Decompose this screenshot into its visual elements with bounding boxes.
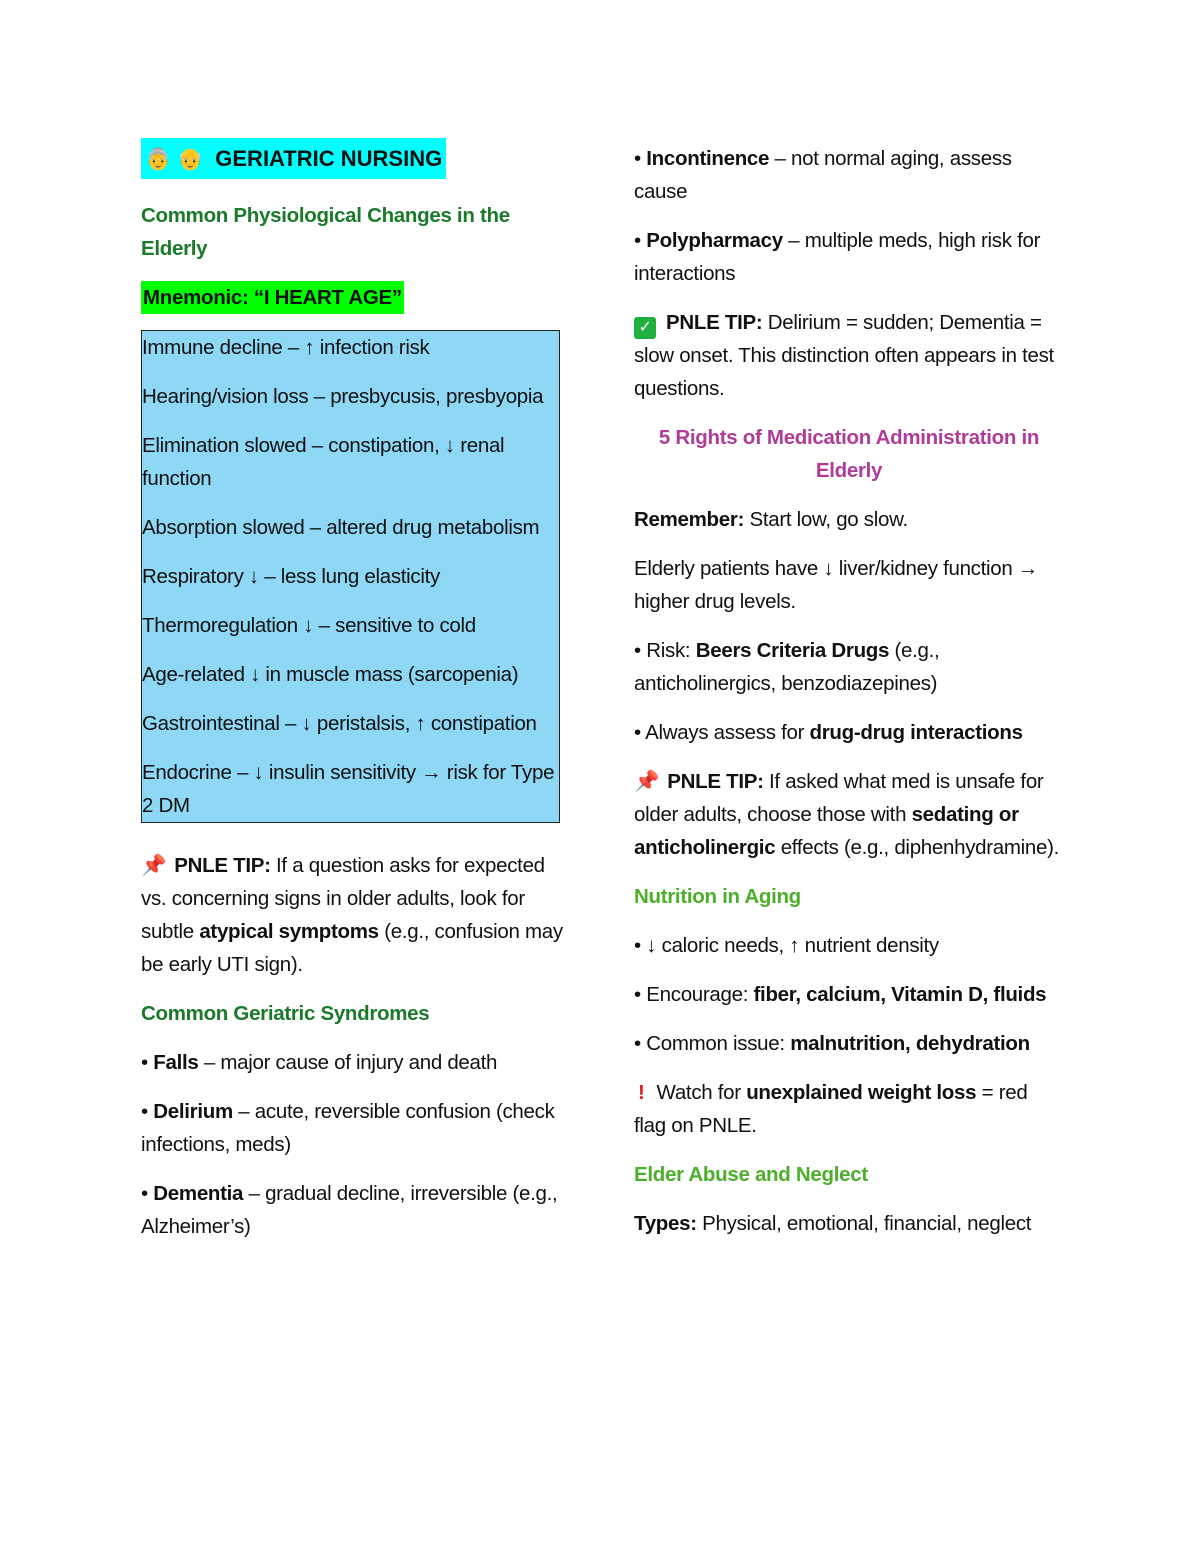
syndrome-item: • Delirium – acute, reversible confusion (check infections, meds)	[141, 1100, 555, 1156]
checkmark-icon: ✓	[634, 317, 656, 339]
mnemonic-item: Thermoregulation ↓ – sensitive to cold	[142, 614, 476, 637]
mnemonic-item: Immune decline – ↑ infection risk	[142, 336, 430, 359]
drug-interactions-line: • Always assess for drug-drug interactions	[634, 721, 1023, 744]
mnemonic-item: Age-related ↓ in muscle mass (sarcopenia)	[142, 663, 519, 686]
pnle-tip-unsafe-meds: 📌 PNLE TIP: If asked what med is unsafe for older adults, choose those with sedating or anticholinergic effects (e.g., diphenhydramine).	[634, 765, 1064, 864]
elderly-drug-levels: Elderly patients have ↓ liver/kidney function → higher drug levels.	[634, 557, 1039, 613]
mnemonic-item: Gastrointestinal – ↓ peristalsis, ↑ constipation	[142, 712, 537, 735]
document-title	[141, 138, 446, 179]
syndrome-item: • Dementia – gradual decline, irreversible (e.g., Alzheimer’s)	[141, 1182, 558, 1238]
pushpin-icon: 📌	[141, 854, 167, 877]
heading-nutrition: Nutrition in Aging	[634, 885, 801, 908]
heading-elder-abuse: Elder Abuse and Neglect	[634, 1163, 868, 1186]
mnemonic-item: Endocrine – ↓ insulin sensitivity → risk for Type 2 DM	[142, 761, 555, 817]
pushpin-icon: 📌	[634, 770, 660, 793]
heading-medication-rights: 5 Rights of Medication Administration in Elderly	[658, 426, 1040, 482]
mnemonic-box	[141, 330, 560, 823]
remember-line: Remember: Start low, go slow.	[634, 508, 908, 531]
mnemonic-item: Elimination slowed – constipation, ↓ renal function	[142, 434, 505, 490]
heading-physiological-changes: Common Physiological Changes in the Elderly	[141, 204, 510, 260]
heading-geriatric-syndromes: Common Geriatric Syndromes	[141, 1002, 430, 1025]
beers-criteria-risk: • Risk: Beers Criteria Drugs (e.g., anticholinergics, benzodiazepines)	[634, 639, 940, 695]
mnemonic-item: Hearing/vision loss – presbycusis, presbyopia	[142, 385, 544, 408]
exclamation-icon: !	[638, 1081, 645, 1104]
pnle-tip-atypical: 📌 PNLE TIP: If a question asks for expected vs. concerning signs in older adults, look for subtle atypical symptoms (e.g., confusion may be early UTI sign).	[141, 849, 566, 981]
weight-loss-warning: ! Watch for unexplained weight loss = red flag on PNLE.	[634, 1076, 1064, 1142]
abuse-types: Types: Physical, emotional, financial, neglect	[634, 1212, 1032, 1235]
mnemonic-label: Mnemonic: “I HEART AGE”	[141, 281, 404, 314]
nutrition-item: • ↓ caloric needs, ↑ nutrient density	[634, 934, 939, 957]
syndrome-item: • Polypharmacy – multiple meds, high risk for interactions	[634, 229, 1041, 285]
mnemonic-item: Respiratory ↓ – less lung elasticity	[142, 565, 440, 588]
left-column	[141, 138, 566, 1259]
mnemonic-item: Absorption slowed – altered drug metabolism	[142, 516, 540, 539]
pnle-tip-delirium: ✓ PNLE TIP: Delirium = sudden; Dementia = slow onset. This distinction often appears in test questions.	[634, 311, 1054, 400]
syndrome-item: • Falls – major cause of injury and death	[141, 1051, 498, 1074]
syndrome-item: • Incontinence – not normal aging, assess cause	[634, 147, 1012, 203]
title-text: GERIATRIC NURSING	[215, 146, 443, 171]
elderly-people-icon: 👵 👴	[145, 148, 204, 171]
nutrition-item: • Encourage: fiber, calcium, Vitamin D, fluids	[634, 983, 1047, 1006]
right-column	[634, 142, 1064, 1256]
nutrition-item: • Common issue: malnutrition, dehydration	[634, 1032, 1030, 1055]
